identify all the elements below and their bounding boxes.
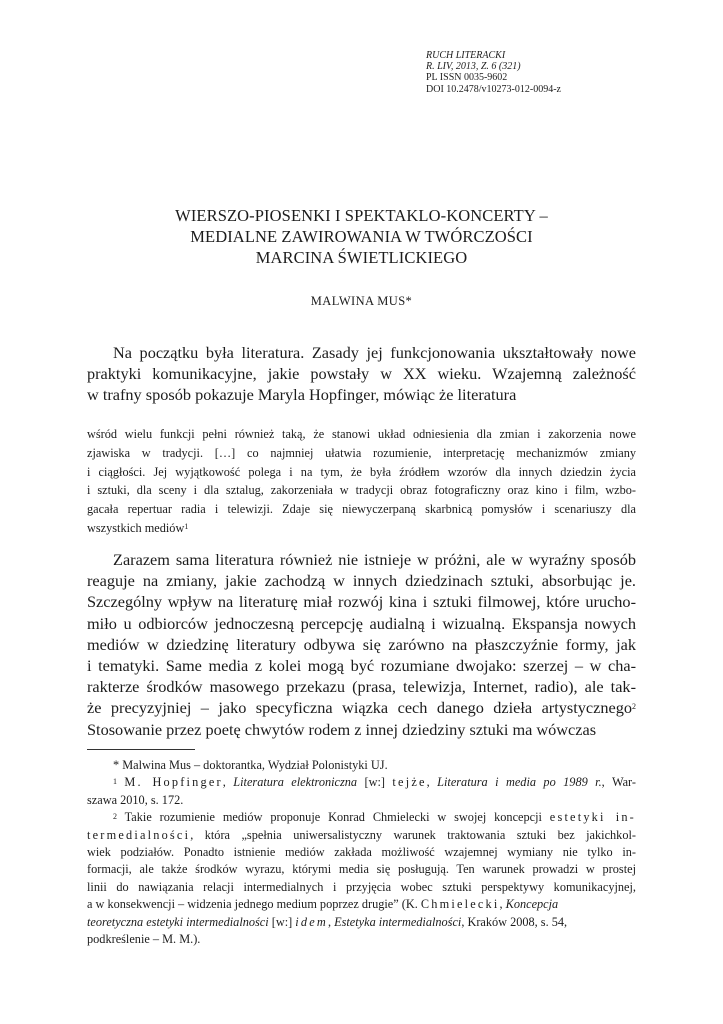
footnotes xyxy=(87,757,636,948)
footnote-line: formacji, ale także środków wyrazu, którymi media się posługują. Ten warunek prowadzi w prostej xyxy=(87,862,636,877)
title-line: WIERSZO-PIOSENKI I SPEKTAKLO-KONCERTY – xyxy=(175,206,548,225)
article-author: MALWINA MUS* xyxy=(310,294,413,308)
text-line: Szczególny wpływ na literaturę miał rozwój kina i sztuki filmowej, które urucho- xyxy=(87,592,636,612)
footnote-line: linii do nawiązania relacji intermedialnych i przyjęcia wobec sztuki perspektywy komunikacyjnej, xyxy=(87,879,636,894)
footnote-ref[interactable]: 1 xyxy=(184,521,189,531)
journal-header xyxy=(426,50,626,95)
quote-line: i sztuki, dla sceny i dla sztalug, zakorzeniała w tradycji obraz fotograficzny oraz kino i film, wzbo- xyxy=(87,483,636,498)
quote-line: gacała repertuar radia i telewizji. Zdaje się niewyczerpaną skarbnicą pomysłów i scenariuszy dla xyxy=(87,502,636,517)
journal-name: RUCH LITERACKI xyxy=(426,50,506,61)
footnote-1: $^1$ M. Hopfinger, Literatura elektroniczna [w:] tejże, Literatura i media po 1989 r., War- xyxy=(113,775,636,790)
footnote-line: a w konsekwencji – widzenia jednego medium poprzez drugie” (K. Chmielecki, Koncepcja xyxy=(87,897,559,912)
quote-line: wśród wielu funkcji pełni również taką, że stanowi układ odniesienia dla zmian i zakorzenia nowe xyxy=(87,427,636,441)
text-line: że precyzyjniej – jako specyficzna wiązka cech danego dzieła artystycznego$^2$ xyxy=(87,698,636,718)
text-line: Stosowanie przez poetę chwytów rodem z innej dziedziny sztuki ma wówczas xyxy=(87,719,597,739)
footnote-line: termedialności, która „spełnia uniwersalistyczny warunek traktowania sztuki bez jakichkol- xyxy=(87,827,636,842)
journal-issn: PL ISSN 0035-9602 xyxy=(426,72,508,84)
footnote-line: szawa 2010, s. 172. xyxy=(87,792,184,807)
paragraph-1 xyxy=(87,342,636,406)
block-quote xyxy=(87,425,636,538)
title-line: MEDIALNE ZAWIROWANIA W TWÓRCZOŚCI xyxy=(190,227,533,246)
text-line: mediów w dziedzinę literatury odbywa się zarówno na płaszczyźnie formy, jak xyxy=(87,634,636,654)
text-line: rakterze środków masowego przekazu (prasa, telewizja, Internet, radio), ale tak- xyxy=(87,677,636,697)
journal-issue: R. LIV, 2013, Z. 6 (321) xyxy=(426,61,521,73)
footnote-author: * Malwina Mus – doktorantka, Wydział Polonistyki UJ. xyxy=(113,758,388,772)
text-line: Na początku była literatura. Zasady jej funkcjonowania ukształtowały nowe xyxy=(113,343,636,362)
title-line: MARCINA ŚWIETLICKIEGO xyxy=(255,248,468,267)
text-line: Zarazem sama literatura również nie istnieje w próżni, ale w wyraźny sposób xyxy=(113,550,636,569)
text-line: reaguje na zmiany, jakie zachodzą w innych dziedzinach sztuki, absorbując je. xyxy=(87,571,636,591)
journal-doi: DOI 10.2478/v10273-012-0094-z xyxy=(426,83,561,95)
quote-line: wszystkich mediów$^1$ xyxy=(87,520,189,535)
text-line: miło u odbiorców jednoczesną percepcję audialną i wizualną. Ekspansja nowych xyxy=(87,613,636,633)
footnote-line: wiek podziałów. Ponadto istnienie mediów zakłada możliwość wzajemnej wymiany nie tylko in- xyxy=(87,845,636,860)
paragraph-2 xyxy=(87,549,636,740)
text-line: praktyki komunikacyjne, jakie powstały w XX wieku. Wzajemną zależność xyxy=(87,364,636,384)
footnote-2: $^2$ Takie rozumienie mediów proponuje Konrad Chmielecki w swojej koncepcji estetyki in- xyxy=(113,810,636,825)
footnote-line: podkreślenie – M. M.). xyxy=(87,932,201,947)
text-line: w trafny sposób pokazuje Maryla Hopfinger, mówiąc że literatura xyxy=(87,385,517,405)
quote-line: i ciągłości. Jej wyjątkowość polega i na tym, że była źródłem wzorów dla innych dziedzin życia xyxy=(87,464,636,479)
text-line: i tematyki. Same media z kolei mogą być rozumiane dwojako: szerzej – w cha- xyxy=(87,656,636,676)
article-title xyxy=(87,205,636,268)
footnote-line: teoretyczna estetyki intermedialności [w:] idem, Estetyka intermedialności, Kraków 2008, s. 54, xyxy=(87,914,568,929)
quote-line: zjawiska w tradycji. […] co najmniej ułatwia rozumienie, interpretację mechanizmów zmiany xyxy=(87,445,636,460)
footnote-ref[interactable]: 2 xyxy=(632,702,636,712)
footnote-divider xyxy=(87,749,195,750)
